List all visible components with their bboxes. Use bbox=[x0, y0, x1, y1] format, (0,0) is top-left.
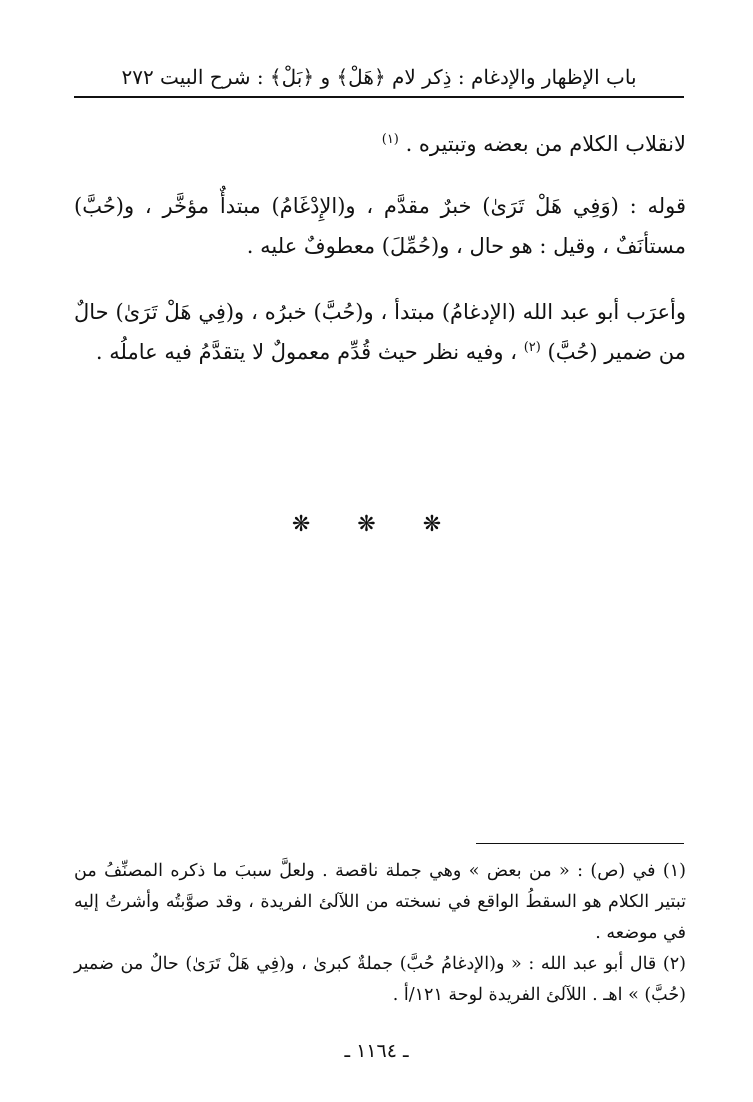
footnotes bbox=[74, 856, 686, 1011]
paragraph-3-text-after: ، وفيه نظر حيث قُدِّم معمولٌ لا يتقدَّمُ فيه عاملُه . bbox=[95, 340, 518, 364]
footnote-2: (٢) قال أبو عبد الله : « و(الإدغامُ حُبَّ) جملةٌ كبرىٰ ، و(فِي هَلْ تَرَىٰ) حالٌ من ضمير (حُبَّ) » اهـ . اللآلئ الفريدة لوحة ١٢١/أ . bbox=[74, 954, 686, 1005]
paragraph-2-text: قوله : (وَفِي هَلْ تَرَىٰ) خبرٌ مقدَّم ، و(الإِدْغَامُ) مبتدأٌ مؤخَّر ، و(حُبَّ) مستأنَفٌ ، وقيل : هو حال ، و(حُمِّلَ) معطوفٌ عليه . bbox=[74, 194, 686, 258]
paragraph-3 bbox=[74, 292, 686, 372]
paragraph-3-text-before: وأعرَب أبو عبد الله (الإدغامُ) مبتدأ ، و(حُبَّ) خبرُه ، و(فِي هَلْ تَرَىٰ) حالٌ من ضمير (حُبَّ) bbox=[74, 300, 686, 364]
header-rule bbox=[74, 96, 684, 98]
footnote-ref-1: (١) bbox=[381, 132, 399, 147]
footnote-1: (١) في (ص) : « من بعض » وهي جملة ناقصة . ولعلَّ سببَ ما ذكره المصنِّفُ من تبتير الكلام هو السقطُ الواقع في نسخته من اللآلئ الفريدة ، وقد صوَّبتُه وأشرتُ إليه في موضعه . bbox=[74, 861, 686, 943]
running-header: باب الإظهار والإدغام : ذِكر لام ﴿هَلْ﴾ و ﴿بَلْ﴾ : شرح البيت ٢٧٢ bbox=[121, 65, 637, 89]
page-number: ـ ١١٦٤ ـ bbox=[344, 1040, 409, 1062]
footnote-rule bbox=[476, 843, 684, 844]
paragraph-1 bbox=[74, 124, 686, 164]
paragraph-2 bbox=[74, 186, 686, 266]
paragraph-1-text: لانقلاب الكلام من بعضه وتبتيره . bbox=[405, 132, 686, 156]
section-ornament: ❋ ❋ ❋ bbox=[291, 512, 462, 537]
footnote-ref-2: (٢) bbox=[523, 340, 541, 355]
